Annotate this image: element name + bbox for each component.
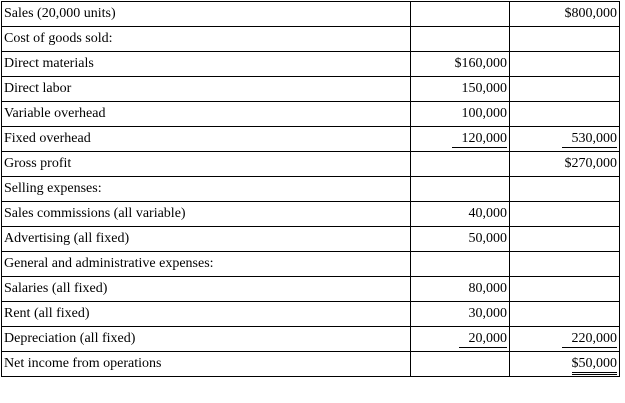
row-amount (411, 252, 510, 277)
table-row (2, 327, 620, 352)
row-amount: 100,000 (411, 102, 510, 127)
table-row (2, 2, 620, 27)
row-amount: 150,000 (411, 77, 510, 102)
table-row (2, 202, 620, 227)
row-amount: 50,000 (411, 227, 510, 252)
row-total (510, 352, 620, 377)
table-row (2, 52, 620, 77)
row-label: Fixed overhead (2, 127, 411, 152)
table-row (2, 177, 620, 202)
row-label: Sales commissions (all variable) (2, 202, 411, 227)
row-label: Variable overhead (2, 102, 411, 127)
row-label: Net income from operations (2, 352, 411, 377)
row-total (510, 77, 620, 102)
row-total (510, 27, 620, 52)
row-total (510, 327, 620, 352)
row-amount: 80,000 (411, 277, 510, 302)
row-amount: 40,000 (411, 202, 510, 227)
row-label: Depreciation (all fixed) (2, 327, 411, 352)
row-total (510, 277, 620, 302)
table-row (2, 227, 620, 252)
row-label: Direct labor (2, 77, 411, 102)
table-row (2, 302, 620, 327)
row-amount (411, 2, 510, 27)
row-total (510, 127, 620, 152)
table-row (2, 152, 620, 177)
table-row (2, 352, 620, 377)
row-label: Selling expenses: (2, 177, 411, 202)
row-amount (411, 177, 510, 202)
row-total (510, 202, 620, 227)
row-amount (411, 152, 510, 177)
row-total (510, 52, 620, 77)
row-label: Sales (20,000 units) (2, 2, 411, 27)
row-amount (411, 352, 510, 377)
underlined-amount: 20,000 (459, 330, 508, 348)
row-label: Gross profit (2, 152, 411, 177)
row-total (510, 302, 620, 327)
table-row (2, 252, 620, 277)
row-total (510, 252, 620, 277)
row-total: $800,000 (510, 2, 620, 27)
row-total (510, 227, 620, 252)
row-amount (411, 327, 510, 352)
table-row (2, 127, 620, 152)
table-row (2, 27, 620, 52)
underlined-total: 530,000 (562, 130, 618, 148)
row-total: $270,000 (510, 152, 620, 177)
row-amount (411, 127, 510, 152)
row-label: Rent (all fixed) (2, 302, 411, 327)
double-underlined-total: $50,000 (572, 355, 618, 375)
row-label: Direct materials (2, 52, 411, 77)
table-row (2, 77, 620, 102)
row-label: Cost of goods sold: (2, 27, 411, 52)
row-label: General and administrative expenses: (2, 252, 411, 277)
row-label: Advertising (all fixed) (2, 227, 411, 252)
table-row (2, 277, 620, 302)
table-row (2, 102, 620, 127)
income-statement-table (1, 1, 620, 377)
underlined-amount: 120,000 (452, 130, 508, 148)
underlined-total: 220,000 (562, 330, 618, 348)
row-label: Salaries (all fixed) (2, 277, 411, 302)
row-total (510, 177, 620, 202)
row-amount: $160,000 (411, 52, 510, 77)
row-amount (411, 27, 510, 52)
row-total (510, 102, 620, 127)
row-amount: 30,000 (411, 302, 510, 327)
